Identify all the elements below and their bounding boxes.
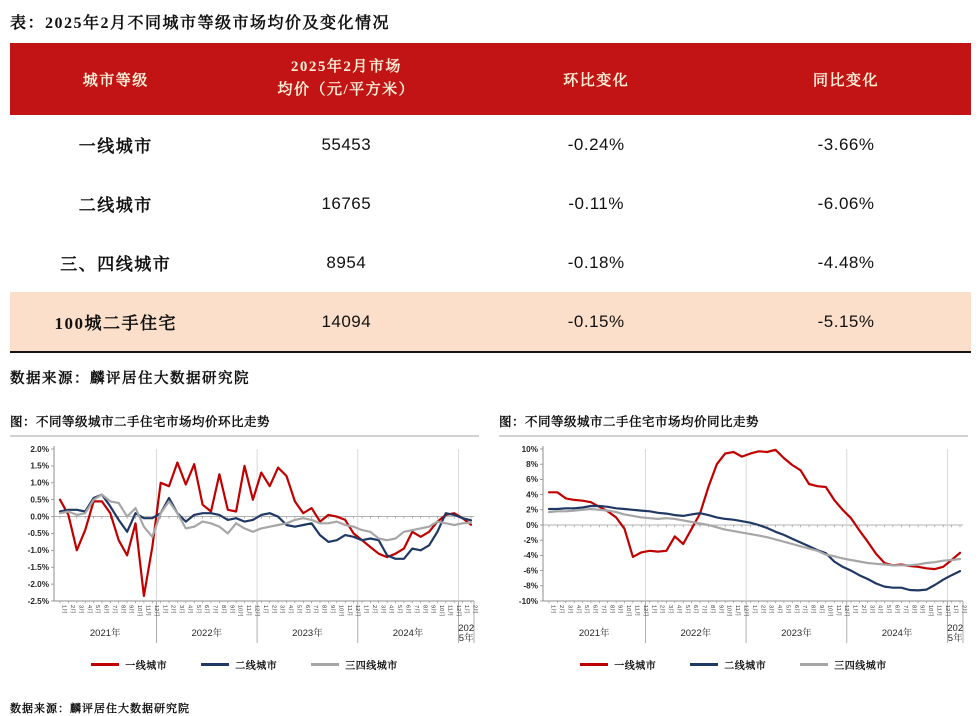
header-avg-price-line1: 2025年2月市场 <box>290 58 402 75</box>
cell-price: 8954 <box>326 252 367 272</box>
legend-label: 三四线城市 <box>345 661 398 672</box>
svg-text:3月: 3月 <box>868 605 875 614</box>
legend-item <box>311 657 398 672</box>
svg-text:1月: 1月 <box>952 605 959 614</box>
svg-text:10%: 10% <box>521 444 538 454</box>
svg-text:12月: 12月 <box>843 605 850 617</box>
svg-text:5月: 5月 <box>94 605 101 614</box>
svg-text:7月: 7月 <box>110 605 117 614</box>
legend-label: 二线城市 <box>235 661 278 672</box>
svg-text:2月: 2月 <box>471 605 478 614</box>
svg-text:8月: 8月 <box>421 605 428 614</box>
svg-text:12月: 12月 <box>152 605 159 617</box>
header-avg-price <box>221 43 471 115</box>
svg-text:-10%: -10% <box>518 596 538 606</box>
svg-text:12月: 12月 <box>253 605 260 617</box>
svg-text:2022年: 2022年 <box>680 628 712 639</box>
svg-text:1月: 1月 <box>650 605 657 614</box>
svg-text:12月: 12月 <box>641 605 648 617</box>
svg-text:11月: 11月 <box>834 605 841 617</box>
legend-line-swatch <box>690 663 718 666</box>
svg-text:3月: 3月 <box>566 605 573 614</box>
svg-text:8%: 8% <box>526 460 538 469</box>
divider <box>10 435 479 437</box>
svg-text:6月: 6月 <box>792 605 799 614</box>
svg-text:4月: 4月 <box>186 605 193 614</box>
svg-text:202: 202 <box>947 623 964 634</box>
svg-text:4月: 4月 <box>85 605 92 614</box>
svg-text:2月: 2月 <box>759 605 766 614</box>
cell-mom: -0.18% <box>567 252 625 272</box>
svg-text:11月: 11月 <box>734 605 741 617</box>
svg-text:5月: 5月 <box>784 605 791 614</box>
svg-text:2023年: 2023年 <box>781 628 812 639</box>
legend-item <box>800 657 887 672</box>
svg-text:4月: 4月 <box>387 605 394 614</box>
svg-text:0.5%: 0.5% <box>30 495 49 505</box>
header-mom-change: 环比变化 <box>471 43 721 115</box>
svg-text:4月: 4月 <box>776 605 783 614</box>
header-avg-price-line2: 均价（元/平方米） <box>277 82 416 98</box>
legend-line-swatch <box>311 663 339 666</box>
svg-text:1.5%: 1.5% <box>30 461 49 471</box>
svg-text:11月: 11月 <box>446 605 453 617</box>
mom-chart-panel <box>10 412 479 672</box>
cell-mom: -0.24% <box>567 134 625 154</box>
legend-item <box>91 657 167 672</box>
cell-mom: -0.11% <box>568 193 624 213</box>
svg-text:6月: 6月 <box>404 605 411 614</box>
cell-tier: 一线城市 <box>78 137 153 156</box>
svg-text:11月: 11月 <box>935 605 942 617</box>
svg-text:4月: 4月 <box>574 605 581 614</box>
svg-text:7月: 7月 <box>599 605 606 614</box>
cell-yoy: -3.66% <box>817 134 875 154</box>
svg-text:4月: 4月 <box>287 605 294 614</box>
svg-text:5年: 5年 <box>458 633 474 644</box>
svg-text:7月: 7月 <box>700 605 707 614</box>
svg-text:12月: 12月 <box>454 605 461 617</box>
svg-text:6%: 6% <box>526 475 538 485</box>
svg-text:3月: 3月 <box>379 605 386 614</box>
svg-text:8月: 8月 <box>320 605 327 614</box>
svg-text:-2.5%: -2.5% <box>27 596 49 606</box>
price-table <box>10 43 971 353</box>
svg-text:2021年: 2021年 <box>89 628 121 639</box>
svg-text:1月: 1月 <box>750 605 757 614</box>
cell-yoy: -6.06% <box>817 193 875 213</box>
svg-text:3月: 3月 <box>767 605 774 614</box>
svg-text:-8%: -8% <box>523 581 538 591</box>
svg-text:5月: 5月 <box>295 605 302 614</box>
legend-line-swatch <box>91 663 119 666</box>
svg-text:1月: 1月 <box>161 605 168 614</box>
svg-text:2月: 2月 <box>370 605 377 614</box>
legend-line-swatch <box>201 663 229 666</box>
svg-text:4月: 4月 <box>876 605 883 614</box>
divider <box>499 435 968 437</box>
cell-tier: 三、四线城市 <box>60 255 172 274</box>
svg-text:9月: 9月 <box>228 605 235 614</box>
svg-text:9月: 9月 <box>429 605 436 614</box>
mom-line-chart <box>10 441 479 653</box>
svg-text:5月: 5月 <box>583 605 590 614</box>
charts-row <box>10 412 969 672</box>
svg-text:-4%: -4% <box>523 551 538 561</box>
series-line-0 <box>60 463 471 596</box>
svg-text:10月: 10月 <box>826 605 833 617</box>
svg-text:8月: 8月 <box>910 605 917 614</box>
svg-text:8月: 8月 <box>220 605 226 614</box>
legend-label: 一线城市 <box>614 661 657 672</box>
legend-line-swatch <box>800 663 828 666</box>
svg-text:-2%: -2% <box>523 536 538 545</box>
svg-text:5年: 5年 <box>947 633 963 644</box>
series-line-2 <box>549 509 960 565</box>
cell-mom: -0.15% <box>471 292 721 352</box>
svg-text:1月: 1月 <box>261 605 268 614</box>
svg-text:2月: 2月 <box>270 605 277 614</box>
mom-chart-legend <box>10 657 479 672</box>
page-title: 表：2025年2月不同城市等级市场均价及变化情况 <box>10 15 391 32</box>
table-row-highlighted <box>10 292 971 352</box>
svg-text:5月: 5月 <box>683 605 690 614</box>
svg-text:6月: 6月 <box>893 605 900 614</box>
svg-text:6月: 6月 <box>102 605 109 614</box>
svg-text:-2.0%: -2.0% <box>27 579 49 589</box>
svg-text:6月: 6月 <box>692 605 699 614</box>
svg-text:-0.5%: -0.5% <box>27 529 49 539</box>
svg-text:1月: 1月 <box>549 605 556 614</box>
svg-text:1月: 1月 <box>851 605 858 614</box>
svg-text:8月: 8月 <box>608 605 615 614</box>
header-yoy-change: 同比变化 <box>721 43 971 115</box>
svg-text:8月: 8月 <box>119 605 126 614</box>
svg-text:10月: 10月 <box>236 605 243 617</box>
table-header-row <box>10 43 971 115</box>
svg-text:11月: 11月 <box>144 605 151 617</box>
header-city-tier: 城市等级 <box>10 43 221 115</box>
cell-price: 55453 <box>321 134 372 154</box>
svg-text:10月: 10月 <box>927 605 933 617</box>
table-row <box>10 115 971 174</box>
cell-tier: 二线城市 <box>78 196 153 215</box>
cell-tier: 100城二手住宅 <box>10 292 221 352</box>
legend-item <box>690 657 766 672</box>
cell-price: 14094 <box>221 292 471 352</box>
svg-text:7月: 7月 <box>801 605 808 614</box>
svg-text:7月: 7月 <box>412 605 419 614</box>
svg-text:3月: 3月 <box>278 605 285 614</box>
svg-text:8月: 8月 <box>809 605 816 614</box>
svg-text:1月: 1月 <box>362 605 369 614</box>
svg-text:11月: 11月 <box>633 605 640 617</box>
legend-label: 三四线城市 <box>834 661 887 672</box>
series-line-2 <box>60 495 471 541</box>
legend-label: 一线城市 <box>125 661 168 672</box>
svg-text:6月: 6月 <box>203 605 210 614</box>
legend-label: 二线城市 <box>724 661 767 672</box>
table-row <box>10 233 971 292</box>
svg-text:4%: 4% <box>526 490 538 500</box>
svg-text:-1.0%: -1.0% <box>27 546 49 556</box>
svg-text:10月: 10月 <box>438 605 444 617</box>
svg-text:2月: 2月 <box>169 605 176 614</box>
svg-text:12月: 12月 <box>943 605 950 617</box>
chart-svg <box>10 441 479 653</box>
svg-text:1月: 1月 <box>60 605 67 614</box>
svg-text:8月: 8月 <box>709 605 715 614</box>
cell-yoy: -5.15% <box>721 292 971 352</box>
svg-text:11月: 11月 <box>245 605 252 617</box>
svg-text:2月: 2月 <box>859 605 866 614</box>
svg-text:3月: 3月 <box>667 605 673 614</box>
svg-text:10月: 10月 <box>337 605 344 617</box>
svg-text:0%: 0% <box>526 520 538 530</box>
svg-text:1月: 1月 <box>463 605 470 614</box>
svg-text:5月: 5月 <box>396 605 403 614</box>
svg-text:4月: 4月 <box>675 605 682 614</box>
svg-text:9月: 9月 <box>616 605 623 614</box>
cell-yoy: -4.48% <box>817 252 875 272</box>
series-line-1 <box>549 506 960 590</box>
svg-text:7月: 7月 <box>211 605 218 614</box>
footer-source: 数据来源：麟评居住大数据研究院 <box>10 703 190 715</box>
svg-text:5月: 5月 <box>885 605 892 614</box>
svg-text:2月: 2月 <box>558 605 564 614</box>
svg-text:2月: 2月 <box>658 605 665 614</box>
svg-text:7月: 7月 <box>312 605 319 614</box>
svg-text:12月: 12月 <box>742 605 749 617</box>
legend-item <box>580 657 656 672</box>
svg-text:11月: 11月 <box>345 605 352 617</box>
legend-item <box>201 657 277 672</box>
yoy-chart-legend <box>499 657 968 672</box>
svg-text:2022年: 2022年 <box>191 628 223 639</box>
svg-text:9月: 9月 <box>329 605 335 614</box>
svg-text:9月: 9月 <box>127 605 134 614</box>
svg-text:2024年: 2024年 <box>392 628 424 639</box>
svg-text:2%: 2% <box>526 505 538 515</box>
chart-svg <box>499 441 968 653</box>
svg-text:9月: 9月 <box>818 605 824 614</box>
svg-text:-6%: -6% <box>523 566 538 576</box>
svg-text:1.0%: 1.0% <box>30 478 49 488</box>
svg-text:2月: 2月 <box>69 605 75 614</box>
yoy-line-chart <box>499 441 968 653</box>
svg-text:202: 202 <box>458 623 475 634</box>
mom-chart-title: 图：不同等级城市二手住宅市场均价环比走势 <box>10 415 271 429</box>
svg-text:7月: 7月 <box>901 605 908 614</box>
svg-text:-1.5%: -1.5% <box>27 563 49 572</box>
svg-text:3月: 3月 <box>178 605 184 614</box>
svg-text:12月: 12月 <box>354 605 361 617</box>
svg-text:10月: 10月 <box>136 605 143 617</box>
svg-text:2.0%: 2.0% <box>30 444 49 454</box>
table-row <box>10 174 971 233</box>
svg-text:2024年: 2024年 <box>881 628 913 639</box>
svg-text:5月: 5月 <box>194 605 201 614</box>
svg-text:10月: 10月 <box>625 605 632 617</box>
legend-line-swatch <box>580 663 608 666</box>
series-line-0 <box>549 450 960 569</box>
svg-text:6月: 6月 <box>303 605 310 614</box>
svg-text:2023年: 2023年 <box>292 628 323 639</box>
cell-price: 16765 <box>321 193 372 213</box>
yoy-chart-panel <box>499 412 968 672</box>
svg-text:2021年: 2021年 <box>578 628 610 639</box>
svg-text:3月: 3月 <box>77 605 84 614</box>
svg-text:10月: 10月 <box>725 605 732 617</box>
yoy-chart-title: 图：不同等级城市二手住宅市场均价同比走势 <box>499 415 760 429</box>
svg-text:9月: 9月 <box>918 605 925 614</box>
svg-text:6月: 6月 <box>591 605 598 614</box>
table-source: 数据来源：麟评居住大数据研究院 <box>10 371 250 387</box>
svg-text:0.0%: 0.0% <box>30 512 49 522</box>
svg-text:9月: 9月 <box>717 605 724 614</box>
svg-text:2月: 2月 <box>960 605 967 614</box>
